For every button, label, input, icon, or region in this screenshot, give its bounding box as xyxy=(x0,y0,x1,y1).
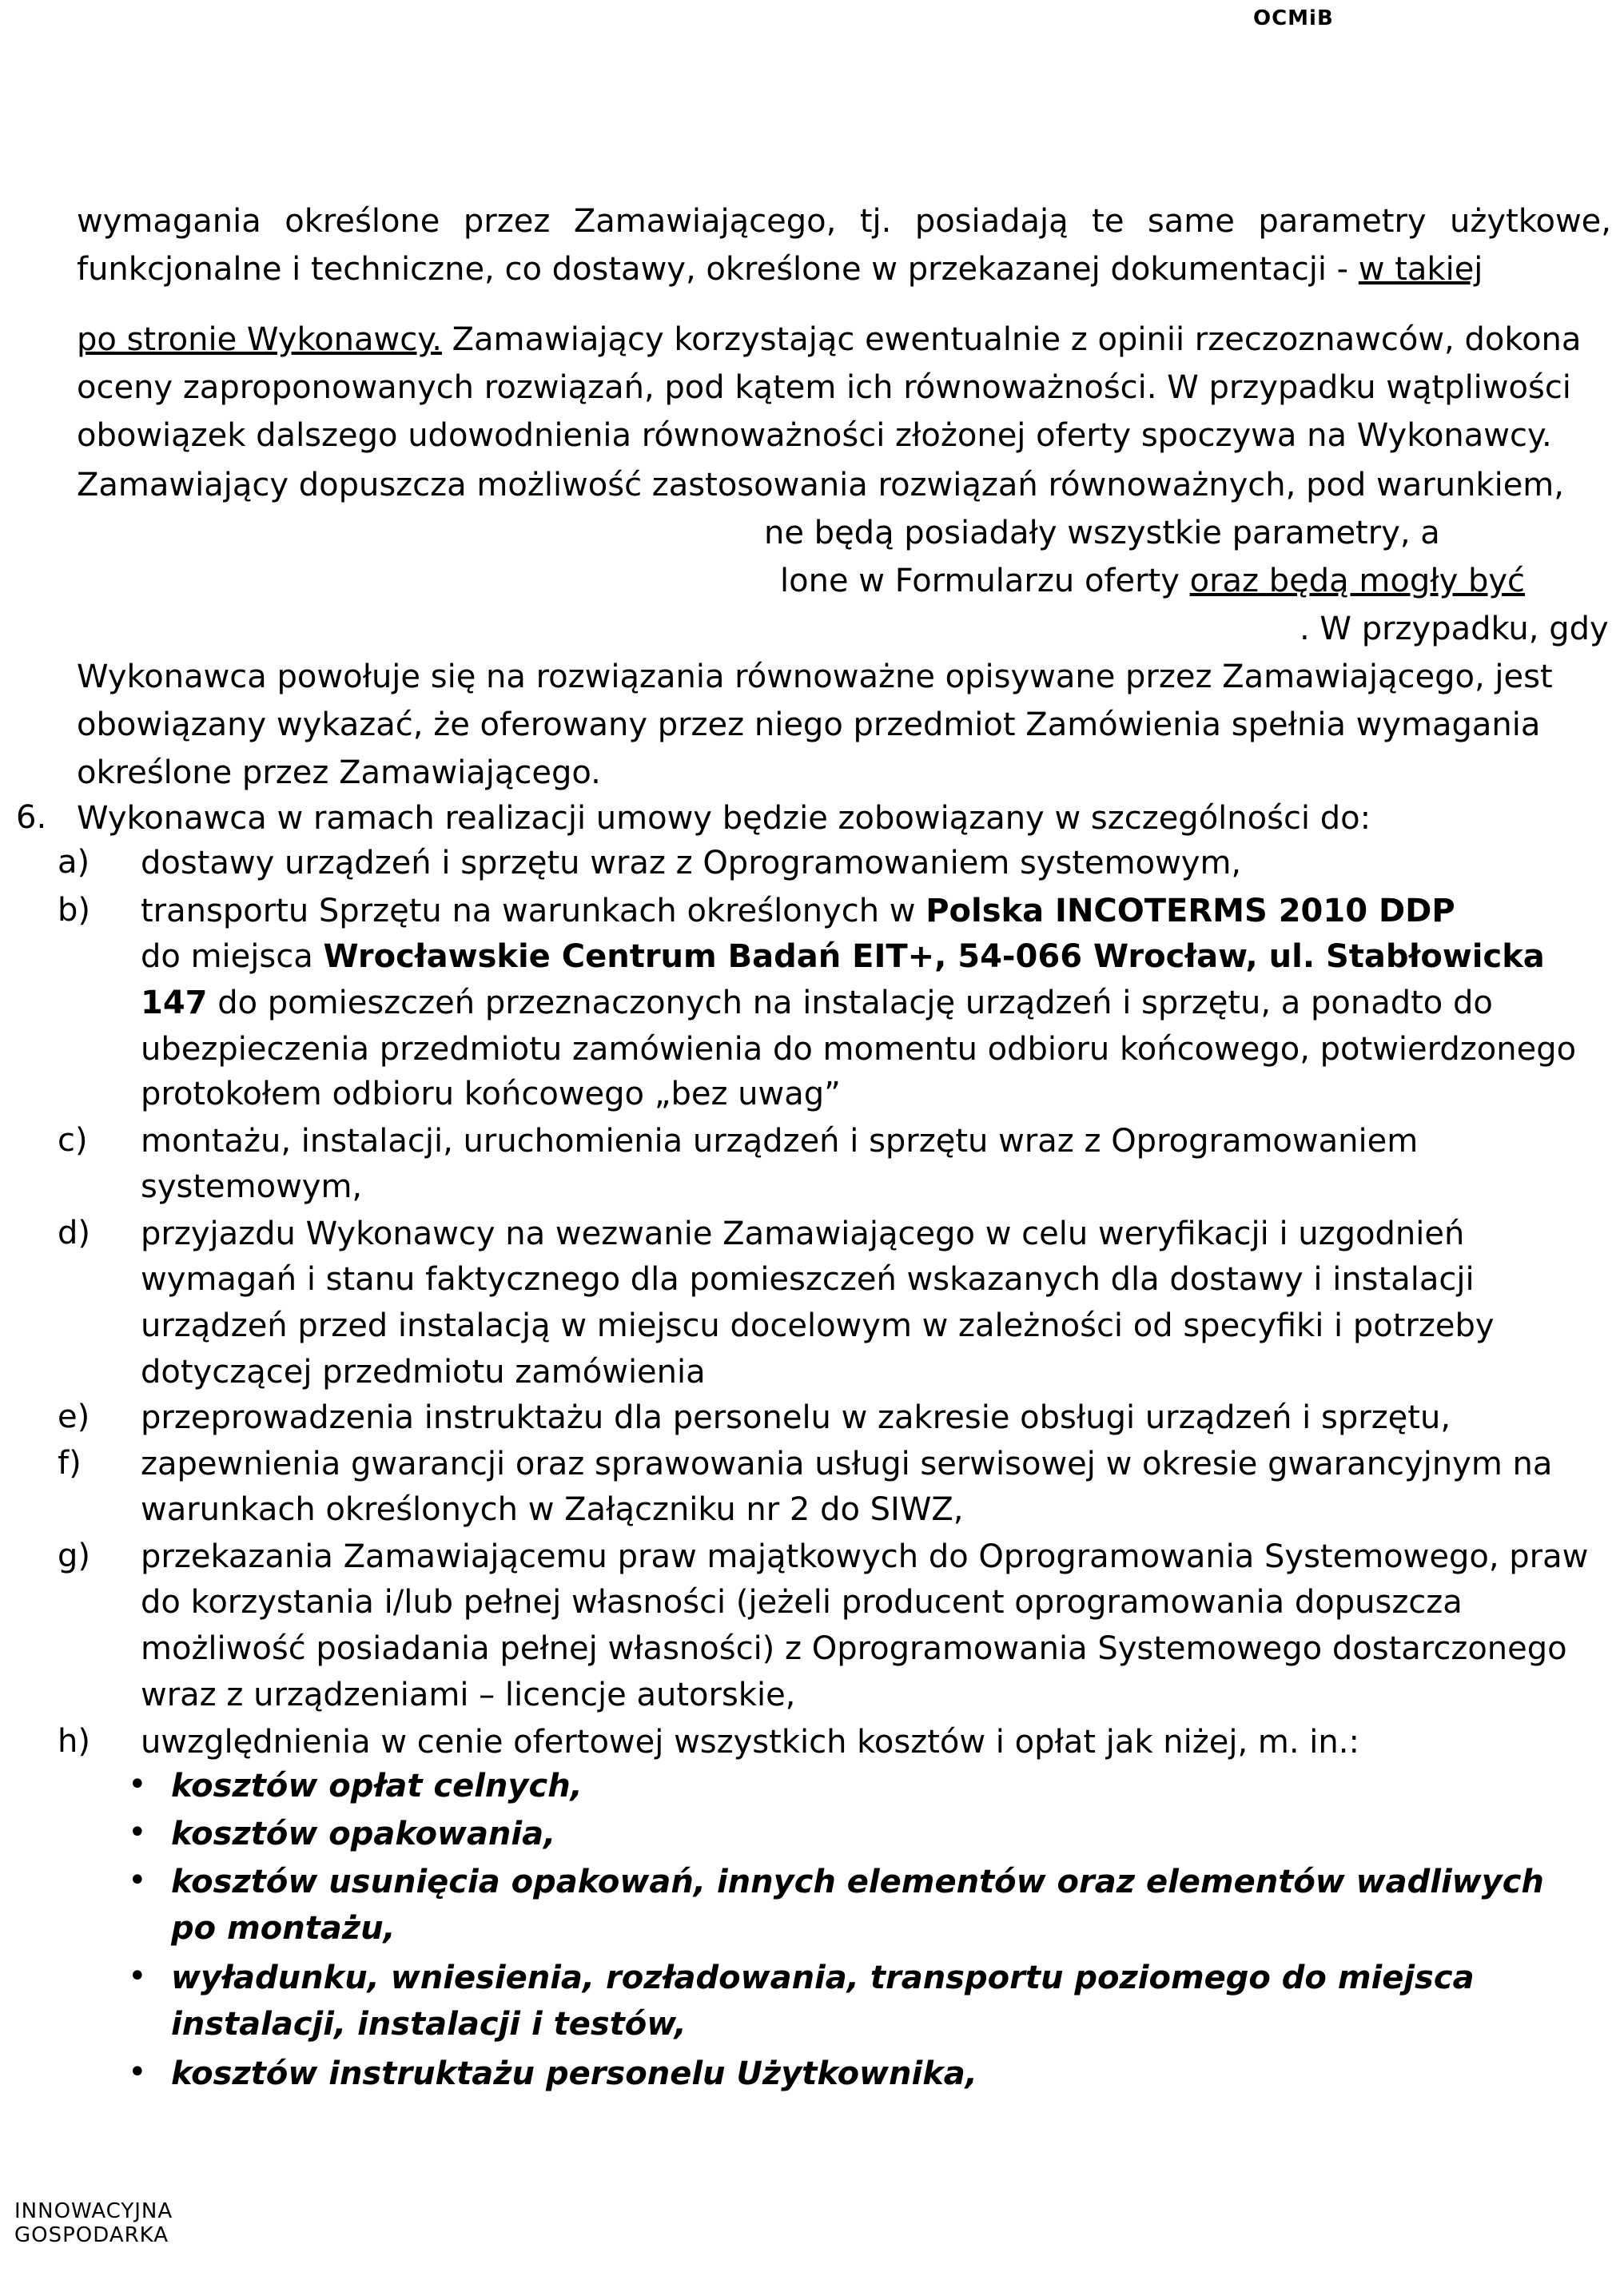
para1-line-2-text: funkcjonalne i techniczne, co dostawy, określone w przekazanej dokumentacji - xyxy=(77,251,1359,288)
bullet-dot: • xyxy=(128,2054,147,2091)
para1-line-3-text: Zamawiający korzystając ewentualnie z opinii rzeczoznawców, dokona xyxy=(441,321,1582,358)
para1-line-1: wymagania określone przez Zamawiającego, tj. posiadają te same parametry użytkowe, xyxy=(77,203,1611,240)
item-g-marker: g) xyxy=(58,1538,90,1574)
item-d-marker: d) xyxy=(58,1215,90,1251)
item-b-line-4: ubezpieczenia przedmiotu zamówienia do momentu odbioru końcowego, potwierdzonego xyxy=(141,1031,1577,1068)
bullet-packaging-costs: kosztów opakowania, xyxy=(171,1816,556,1852)
item-f-line-2: warunkach określonych w Załączniku nr 2 do SIWZ, xyxy=(141,1491,964,1528)
item-a-text: dostawy urządzeń i sprzętu wraz z Oprogramowaniem systemowym, xyxy=(141,845,1242,881)
item-b-line-3-text: do pomieszczeń przeznaczonych na instalację urządzeń i sprzętu, a ponadto do xyxy=(207,985,1493,1021)
bullet-removal-costs-line-2: po montażu, xyxy=(171,1910,396,1947)
item-b-line-1 xyxy=(141,889,1455,933)
item-e-text: przeprowadzenia instruktażu dla personelu w zakresie obsługi urządzeń i sprzętu, xyxy=(141,1399,1451,1436)
para2-line-2: ne będą posiadały wszystkie parametry, a xyxy=(764,515,1440,551)
item-f-marker: f) xyxy=(58,1445,82,1482)
item-c-line-1: montażu, instalacji, uruchomienia urządzeń i sprzętu wraz z Oprogramowaniem xyxy=(141,1123,1419,1160)
item-g-line-3: możliwość posiadania pełnej własności) z Oprogramowania Systemowego dostarczonego xyxy=(141,1630,1567,1667)
para2-line-5: Wykonawca powołuje się na rozwiązania równoważne opisywane przez Zamawiającego, jest xyxy=(77,659,1553,695)
para2-line-7: określone przez Zamawiającego. xyxy=(77,754,601,791)
item-b-street-number: 147 xyxy=(141,985,208,1021)
item-b-incoterms: Polska INCOTERMS 2010 DDP xyxy=(925,893,1455,929)
item-e-marker: e) xyxy=(58,1399,90,1435)
item-f-line-1: zapewnienia gwarancji oraz sprawowania usługi serwisowej w okresie gwarancyjnym na xyxy=(141,1446,1553,1482)
para2-line-4: . W przypadku, gdy xyxy=(1300,611,1609,647)
bullet-removal-costs-line-1: kosztów usunięcia opakowań, innych elementów oraz elementów wadliwych xyxy=(171,1864,1544,1900)
para2-line-3-underlined: oraz będą mogły być xyxy=(1189,563,1526,599)
item-b-marker: b) xyxy=(58,892,90,929)
para1-line-5: obowiązek dalszego udowodnienia równoważności złożonej oferty spoczywa na Wykonawcy. xyxy=(77,417,1552,454)
bullet-dot: • xyxy=(128,1958,147,1995)
item-g-line-4: wraz z urządzeniami – licencje autorskie, xyxy=(141,1677,796,1713)
item-b-address: Wrocławskie Centrum Badań EIT+, 54-066 Wrocław, ul. Stabłowicka xyxy=(323,938,1545,975)
footer-line-2: GOSPODARKA xyxy=(14,2223,169,2247)
item-c-marker: c) xyxy=(58,1122,88,1159)
footer-line-1: INNOWACYJNA xyxy=(14,2199,173,2223)
para1-line-3-underlined: po stronie Wykonawcy. xyxy=(77,321,442,358)
bullet-customs-costs: kosztów opłat celnych, xyxy=(171,1768,583,1804)
para2-line-3 xyxy=(780,559,1525,603)
item-a-marker: a) xyxy=(58,844,90,881)
item-h-text: uwzględnienia w cenie ofertowej wszystkich kosztów i opłat jak niżej, m. in.: xyxy=(141,1724,1359,1761)
item-b-line-1-text: transportu Sprzętu na warunkach określonych w xyxy=(141,893,926,929)
item-d-line-1: przyjazdu Wykonawcy na wezwanie Zamawiającego w celu weryfikacji i uzgodnień xyxy=(141,1216,1465,1252)
item-b-line-2 xyxy=(141,935,1545,978)
para1-line-4: oceny zaproponowanych rozwiązań, pod kątem ich równoważności. W przypadku wątpliwości xyxy=(77,369,1571,406)
footer-logo-text xyxy=(14,2199,173,2247)
item-d-line-2: wymagań i stanu faktycznego dla pomieszczeń wskazanych dla dostawy i instalacji xyxy=(141,1261,1475,1298)
section-6-intro: Wykonawca w ramach realizacji umowy będzie zobowiązany w szczególności do: xyxy=(77,800,1371,837)
item-d-line-3: urządzeń przed instalacją w miejscu docelowym w zależności od specyfiki i potrzeby xyxy=(141,1307,1495,1344)
item-c-line-2: systemowym, xyxy=(141,1168,363,1205)
bullet-unloading-line-2: instalacji, instalacji i testów, xyxy=(171,2006,687,2043)
para2-line-1: Zamawiający dopuszcza możliwość zastosowania rozwiązań równoważnych, pod warunkiem, xyxy=(77,467,1564,503)
bullet-dot: • xyxy=(128,1862,147,1899)
bullet-unloading-line-1: wyładunku, wniesienia, rozładowania, transportu poziomego do miejsca xyxy=(171,1960,1475,1996)
item-b-line-2-text: do miejsca xyxy=(141,938,324,975)
item-g-line-1: przekazania Zamawiającemu praw majątkowych do Oprogramowania Systemowego, praw xyxy=(141,1538,1589,1575)
bullet-dot: • xyxy=(128,1766,147,1803)
bullet-training-costs: kosztów instruktażu personelu Użytkownika, xyxy=(171,2055,977,2092)
para1-line-2-underlined: w takiej xyxy=(1358,251,1483,288)
para1-line-3 xyxy=(77,318,1581,361)
para2-line-3-text: lone w Formularzu oferty xyxy=(780,563,1190,599)
item-h-marker: h) xyxy=(58,1723,90,1760)
header-mark: OCMiB xyxy=(1253,6,1334,30)
item-g-line-2: do korzystania i/lub pełnej własności (jeżeli producent oprogramowania dopuszcza xyxy=(141,1584,1463,1621)
item-d-line-4: dotyczącej przedmiotu zamówienia xyxy=(141,1354,706,1391)
para1-line-2 xyxy=(77,248,1611,291)
para2-line-6: obowiązany wykazać, że oferowany przez niego przedmiot Zamówienia spełnia wymagania xyxy=(77,706,1541,743)
section-6-number: 6. xyxy=(16,799,47,836)
bullet-dot: • xyxy=(128,1814,147,1851)
item-b-line-3 xyxy=(141,981,1493,1025)
item-b-line-5: protokołem odbioru końcowego „bez uwag” xyxy=(141,1076,841,1112)
